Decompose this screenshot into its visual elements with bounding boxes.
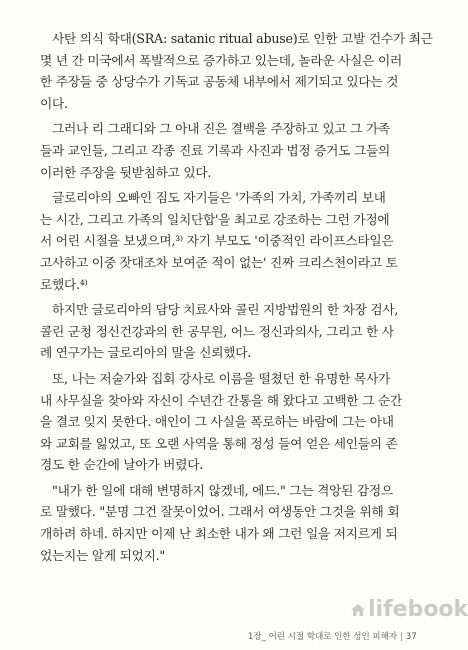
text-line: 이러한 주장을 뒷받침하고 있다. — [40, 164, 212, 180]
footer-divider: | — [400, 632, 403, 642]
text-line: "내가 한 일에 대해 변명하지 않겠네, 에드." 그는 격앙된 감정으 — [52, 482, 393, 498]
text-line: 글로리아의 오빠인 짐도 자기들은 '가족의 가치, 가족끼리 보내 — [52, 190, 386, 206]
text-line: 서 어린 시절을 보냈으며,³⁾ 자기 부모도 '이중적인 라이프스타일은 — [40, 233, 394, 249]
paragraph — [40, 368, 412, 476]
watermark-text: lifebook — [368, 597, 468, 622]
text-line: 한 주장들 중 상당수가 기독교 공동체 내부에서 제기되고 있다는 것 — [40, 74, 399, 90]
paragraph — [40, 187, 412, 295]
house-logo-icon — [350, 603, 366, 617]
paragraph — [40, 299, 412, 364]
text-line: 내 사무실을 찾아와 자신이 수년간 간통을 해 왔다고 고백한 그 순간 — [40, 392, 402, 408]
text-line: 례 연구가는 글로리아의 말을 신뢰했다. — [40, 345, 252, 361]
text-line: 을 결코 잊지 못한다. 애인이 그 사실을 폭로하는 바람에 그는 아내 — [40, 414, 394, 430]
text-line: 었는지는 알게 되었지." — [40, 547, 165, 563]
text-line: 와 교회를 잃었고, 또 오랜 사역을 통해 정성 들여 얻은 세인들의 존 — [40, 435, 398, 451]
paragraph — [40, 118, 412, 183]
paragraph — [40, 480, 412, 566]
text-line: 들과 교인들, 그리고 각종 진료 기록과 사진과 법정 증거도 그들의 — [40, 142, 390, 158]
text-line: 사탄 의식 학대(SRA: satanic ritual abuse)로 인한 고발 건수가 최근 — [52, 31, 433, 46]
text-line: 이다. — [40, 95, 68, 111]
text-line: 몇 년 간 미국에서 폭발적으로 증가하고 있는데, 놀라운 사실은 이러 — [40, 52, 402, 68]
page-footer — [248, 630, 417, 642]
text-line: 로했다.⁴⁾ — [40, 276, 88, 292]
page-number: 37 — [405, 632, 417, 642]
lifebook-watermark — [350, 597, 468, 622]
text-line: 개하려 하네. 하지만 이제 난 최소한 내가 왜 그런 일을 저지르게 되 — [40, 526, 398, 542]
text-line: 경도 한 순간에 날아가 버렸다. — [40, 457, 203, 473]
text-line: 고사하고 이중 잣대조차 보여준 적이 없는' 진짜 크리스천이라고 토 — [40, 254, 398, 270]
text-line: 또, 나는 저술가와 집회 강사로 이름을 떨쳤던 한 유명한 목사가 — [52, 370, 390, 386]
body-text — [40, 28, 433, 570]
text-line: 하지만 글로리아의 담당 치료사와 콜린 지방법원의 한 차장 검사, — [52, 302, 399, 318]
text-line: 로 말했다. "분명 그건 잘못이었어. 그래서 여생동안 그것을 위해 회 — [40, 504, 400, 520]
text-line: 는 시간, 그리고 가족의 일치단합'을 최고로 강조하는 그런 가정에 — [40, 211, 390, 227]
paragraph — [40, 28, 433, 114]
chapter-title: 1장_ 어린 시절 학대로 인한 성인 피해자 — [248, 632, 398, 642]
text-line: 콜린 군청 정신건강과의 한 공무원, 어느 정신과의사, 그리고 한 사 — [40, 323, 394, 339]
text-line: 그러나 리 그래디와 그 아내 진은 결백을 주장하고 있고 그 가족 — [52, 121, 390, 137]
